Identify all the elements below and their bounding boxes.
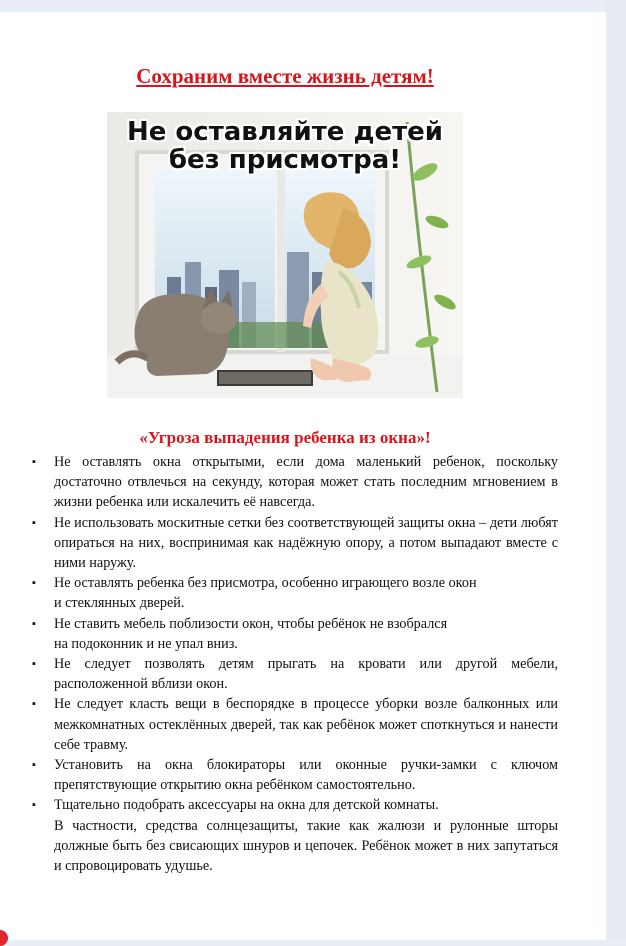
list-item-text-continued: и стеклянных дверей. xyxy=(54,595,185,612)
bullet-icon: ▪ xyxy=(32,516,36,529)
list-item xyxy=(30,654,558,694)
list-item-text: Не следует класть вещи в беспорядке в процессе уборки возле балконных или межкомнатных остеклённых дверей, так как ребёнок может споткнуться и нанести себе травму. xyxy=(54,696,558,753)
list-item-text: Не ставить мебель поблизости окон, чтобы ребёнок не взобрался xyxy=(54,615,448,632)
document-title: Сохраним вместе жизнь детям! xyxy=(136,64,434,88)
poster-heading-line2: без присмотра! xyxy=(168,145,402,175)
list-item xyxy=(30,795,558,876)
section-subtitle: «Угроза выпадения ребенка из окна»! xyxy=(139,428,431,447)
list-item-text: Не следует позволять детям прыгать на кровати или другой мебели, расположенной вблизи окон. xyxy=(54,656,558,693)
bullet-icon: ▪ xyxy=(32,799,36,812)
list-item-text: Не использовать москитные сетки без соответствующей защиты окна – дети любят опираться на них, воспринимая как надёжную опору, а потом выпадают вместе с ними наружу. xyxy=(54,514,558,572)
list-item xyxy=(30,755,558,795)
bullet-icon: ▪ xyxy=(32,456,36,468)
list-item-text: Не оставлять ребенка без присмотра, особенно играющего возле окон xyxy=(54,575,477,592)
rules-list xyxy=(30,452,558,876)
list-item xyxy=(30,513,558,574)
poster-heading-line1: Не оставляйте детей xyxy=(126,117,444,147)
list-item-text-continued: на подоконник и не упал вниз. xyxy=(54,635,238,652)
bullet-icon: ▪ xyxy=(32,577,36,590)
list-item xyxy=(30,614,558,654)
bullet-icon: ▪ xyxy=(32,617,36,630)
list-item-text-continued: В частности, средства солнцезащиты, такие как жалюзи и рулонные шторы должные быть без свисающих шнуров и цепочек. Ребёнок может в них запутаться и спровоцировать удушье. xyxy=(54,817,558,875)
poster-image xyxy=(107,112,463,398)
bullet-icon: ▪ xyxy=(32,658,36,671)
document-page xyxy=(0,12,606,940)
list-item-text: Тщательно подобрать аксессуары на окна для детской комнаты. xyxy=(54,797,439,814)
bullet-icon: ▪ xyxy=(32,759,36,772)
window-side-strip xyxy=(606,0,626,940)
bullet-icon: ▪ xyxy=(32,698,36,711)
list-item xyxy=(30,452,558,513)
list-item-text: Не оставлять окна открытыми, если дома маленький ребенок, поскольку достаточно отвлечься на секунду, которая может стать последним мгновением в жизни ребенка или искалечить её навсегда. xyxy=(54,454,558,511)
list-item xyxy=(30,694,558,755)
list-item-text: Установить на окна блокираторы или оконные ручки-замки с ключом препятствующие открытию окна ребёнком самостоятельно. xyxy=(54,757,558,794)
list-item xyxy=(30,573,558,613)
